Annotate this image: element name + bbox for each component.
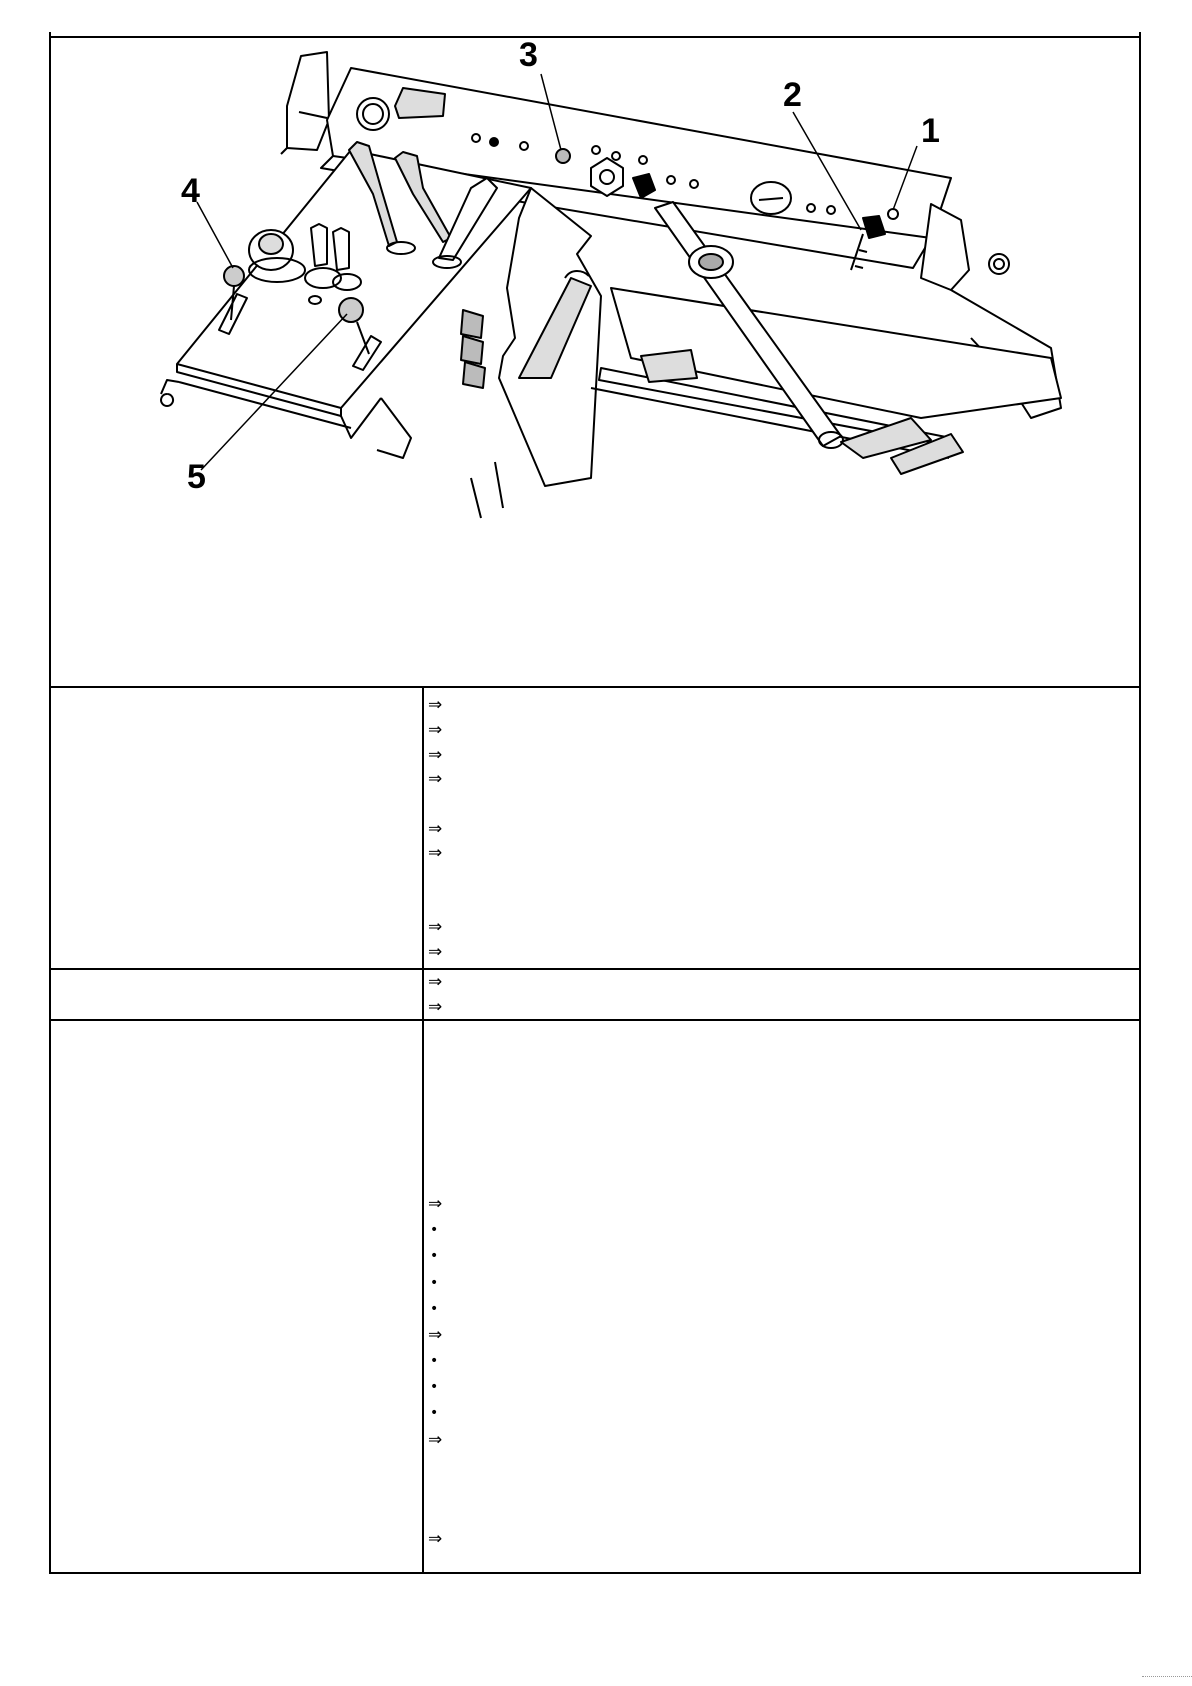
arrow-marker: ⇒ bbox=[428, 972, 443, 992]
arrow-marker: ⇒ bbox=[428, 769, 443, 789]
arrow-marker: ⇒ bbox=[428, 819, 443, 839]
bullet-marker: • bbox=[430, 1275, 439, 1291]
row-divider-1 bbox=[49, 968, 1141, 970]
row-divider-2 bbox=[49, 1019, 1141, 1021]
arrow-marker: ⇒ bbox=[428, 843, 443, 863]
column-divider bbox=[422, 688, 424, 1574]
bullet-marker: • bbox=[430, 1222, 439, 1238]
arrow-marker: ⇒ bbox=[428, 745, 443, 765]
bullet-marker: • bbox=[430, 1405, 439, 1421]
callout-2: 2 bbox=[783, 76, 802, 114]
control-panel-drawing bbox=[51, 38, 1139, 687]
bullet-marker: • bbox=[430, 1248, 439, 1264]
arrow-marker: ⇒ bbox=[428, 1194, 443, 1214]
callout-4: 4 bbox=[181, 172, 200, 210]
table-top-rule bbox=[49, 686, 1141, 688]
arrow-marker: ⇒ bbox=[428, 1430, 443, 1450]
callout-3: 3 bbox=[519, 38, 538, 74]
arrow-marker: ⇒ bbox=[428, 1529, 443, 1549]
control-panel-illustration bbox=[51, 38, 1139, 687]
arrow-marker: ⇒ bbox=[428, 695, 443, 715]
arrow-marker: ⇒ bbox=[428, 720, 443, 740]
arrow-marker: ⇒ bbox=[428, 997, 443, 1017]
arrow-marker: ⇒ bbox=[428, 942, 443, 962]
bullet-marker: • bbox=[430, 1353, 439, 1369]
callout-1: 1 bbox=[921, 112, 940, 150]
bullet-marker: • bbox=[430, 1301, 439, 1317]
bullet-marker: • bbox=[430, 1379, 439, 1395]
callout-5: 5 bbox=[187, 458, 206, 496]
arrow-marker: ⇒ bbox=[428, 1325, 443, 1345]
arrow-marker: ⇒ bbox=[428, 917, 443, 937]
